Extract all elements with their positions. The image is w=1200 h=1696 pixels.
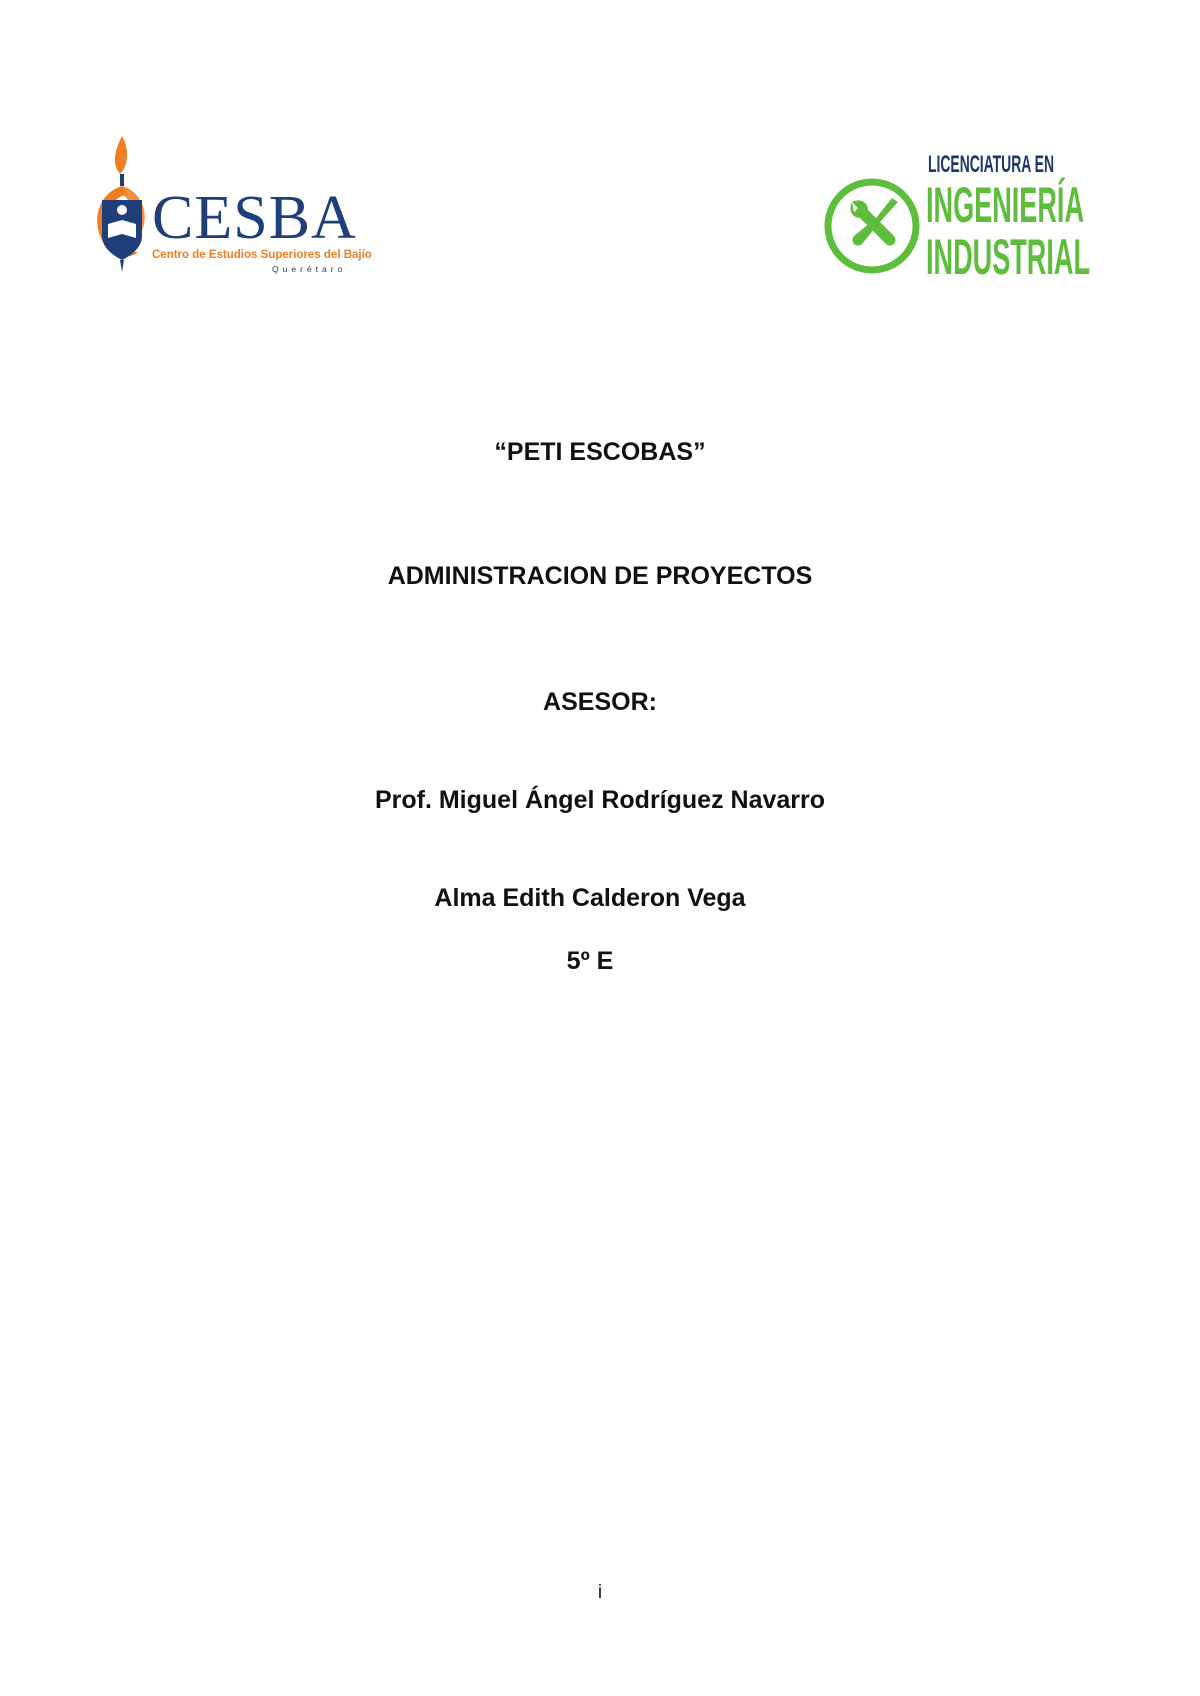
advisor-label: ASESOR: (543, 688, 657, 716)
cesba-city: Querétaro (272, 264, 347, 274)
cesba-wordmark: CESBA (152, 184, 357, 252)
licenciatura-en-text: LICENCIATURA EN (928, 151, 1054, 178)
subject-title: ADMINISTRACION DE PROYECTOS (387, 562, 813, 590)
group-label: 5º E (566, 947, 614, 975)
advisor-name: Prof. Miguel Ángel Rodríguez Navarro (374, 786, 826, 814)
wrench-screwdriver-icon (850, 198, 898, 246)
cesba-logo (84, 134, 384, 294)
student-name: Alma Edith Calderon Vega (434, 884, 746, 912)
industrial-text: INDUSTRIAL (926, 229, 1090, 285)
cesba-subtitle: Centro de Estudios Superiores del Bajío (152, 249, 372, 261)
ingenieria-industrial-logo (824, 140, 1104, 300)
project-title: “PETI ESCOBAS” (494, 438, 706, 466)
ingenieria-text: INGENIERÍA (926, 177, 1084, 233)
page-number: i (597, 1582, 603, 1603)
